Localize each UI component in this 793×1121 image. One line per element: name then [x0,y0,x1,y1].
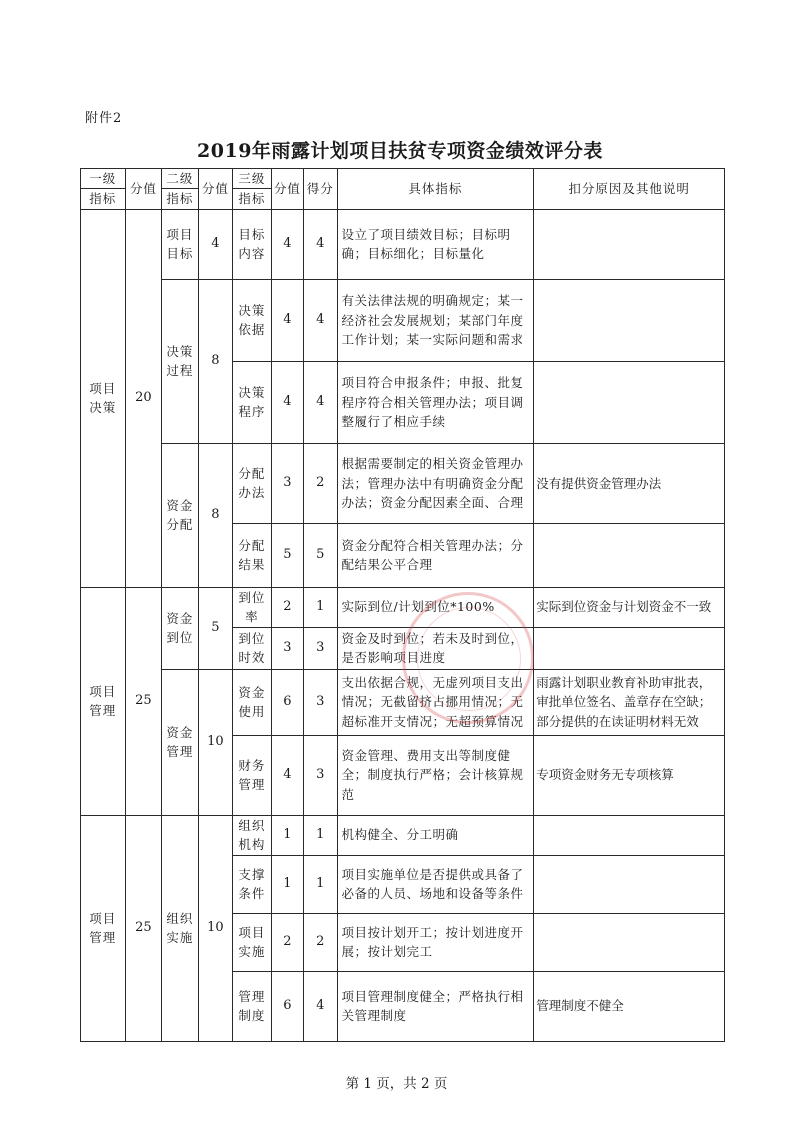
level2-label: 资金 到位 [162,587,199,669]
reason-text [534,209,725,279]
table-row [81,669,725,735]
page-footer: 第 1 页，共 2 页 [345,1076,448,1092]
reason-text [534,815,725,855]
indicator-text: 资金分配符合相关管理办法；分配结果公平合理 [337,523,534,587]
earned-score: 4 [304,279,337,361]
level3-name: 支撑 条件 [233,855,272,913]
earned-score: 4 [304,971,337,1041]
header-earned: 得分 [304,169,337,210]
level3-score: 1 [271,815,303,855]
header-row-top [81,169,725,189]
level3-name: 决策 程序 [233,361,272,443]
header-level1-top: 一级 [81,169,126,189]
earned-score: 5 [304,523,337,587]
indicator-text: 根据需要制定的相关资金管理办法；管理办法中有明确资金分配办法；资金分配因素全面、合理 [337,443,534,523]
earned-score: 3 [304,627,337,669]
indicator-text: 资金及时到位；若未及时到位，是否影响项目进度 [337,627,534,669]
reason-text: 没有提供资金管理办法 [534,443,725,523]
header-reason: 扣分原因及其他说明 [534,169,725,210]
level2-score: 4 [198,209,232,279]
level3-name: 管理 制度 [233,971,272,1041]
header-score3: 分值 [271,169,303,210]
attachment-label: 附件2 [85,111,123,126]
indicator-text: 支出依据合规，无虚列项目支出情况；无截留挤占挪用情况；无超标准开支情况；无超预算情况 [337,669,534,735]
header-level3-top: 三级 [233,169,272,189]
level3-name: 分配 结果 [233,523,272,587]
reason-text [534,279,725,361]
indicator-text: 实际到位/计划到位*100% [337,587,534,627]
table-row [81,279,725,361]
level3-name: 到位 率 [233,587,272,627]
earned-score: 3 [304,669,337,735]
level3-name: 分配 办法 [233,443,272,523]
header-score1: 分值 [125,169,162,210]
indicator-text: 设立了项目绩效目标；目标明确；目标细化；目标量化 [337,209,534,279]
earned-score: 4 [304,361,337,443]
level3-score: 4 [271,209,303,279]
indicator-text: 项目实施单位是否提供或具备了必备的人员、场地和设备等条件 [337,855,534,913]
indicator-text: 项目管理制度健全；严格执行相关管理制度 [337,971,534,1041]
level1-label: 项目 管理 [81,815,126,1041]
level3-name: 到位 时效 [233,627,272,669]
reason-text [534,855,725,913]
level3-score: 4 [271,361,303,443]
earned-score: 1 [304,855,337,913]
level3-name: 财务 管理 [233,735,272,815]
level2-score: 10 [198,815,232,1041]
level3-name: 资金 使用 [233,669,272,735]
level3-score: 6 [271,971,303,1041]
earned-score: 4 [304,209,337,279]
earned-score: 3 [304,735,337,815]
reason-text [534,627,725,669]
indicator-text: 项目符合申报条件；申报、批复程序符合相关管理办法；项目调整履行了相应手续 [337,361,534,443]
level3-name: 决策 依据 [233,279,272,361]
level2-label: 决策 过程 [162,279,199,443]
header-indicator: 具体指标 [337,169,534,210]
reason-text: 雨露计划职业教育补助审批表，审批单位签名、盖章存在空缺；部分提供的在读证明材料无效 [534,669,725,735]
level2-label: 资金 分配 [162,443,199,587]
table-row [81,587,725,627]
level3-score: 4 [271,279,303,361]
score-table [80,168,725,1042]
level1-score: 25 [125,587,162,815]
reason-text: 专项资金财务无专项核算 [534,735,725,815]
reason-text: 实际到位资金与计划资金不一致 [534,587,725,627]
indicator-text: 机构健全、分工明确 [337,815,534,855]
page-title: 2019年雨露计划项目扶贫专项资金绩效评分表 [197,140,603,162]
level1-score: 25 [125,815,162,1041]
level1-score: 20 [125,209,162,587]
level3-score: 6 [271,669,303,735]
level2-score: 10 [198,669,232,815]
table-row [81,815,725,855]
level2-label: 组织 实施 [162,815,199,1041]
level3-score: 3 [271,627,303,669]
level3-score: 1 [271,855,303,913]
table-row [81,209,725,279]
level3-name: 目标 内容 [233,209,272,279]
indicator-text: 资金管理、费用支出等制度健全；制度执行严格；会计核算规范 [337,735,534,815]
level2-score: 8 [198,443,232,587]
earned-score: 1 [304,815,337,855]
level3-name: 组织 机构 [233,815,272,855]
level3-score: 4 [271,735,303,815]
reason-text [534,913,725,971]
reason-text [534,523,725,587]
header-level2-bottom: 指标 [162,189,199,209]
header-level2-top: 二级 [162,169,199,189]
level1-label: 项目 管理 [81,587,126,815]
reason-text: 管理制度不健全 [534,971,725,1041]
header-level1-bottom: 指标 [81,189,126,209]
level1-label: 项目 决策 [81,209,126,587]
level3-name: 项目 实施 [233,913,272,971]
table-row [81,443,725,523]
earned-score: 2 [304,443,337,523]
level3-score: 2 [271,913,303,971]
level3-score: 3 [271,443,303,523]
earned-score: 2 [304,913,337,971]
indicator-text: 有关法律法规的明确规定；某一经济社会发展规划；某部门年度工作计划；某一实际问题和需求 [337,279,534,361]
level2-score: 8 [198,279,232,443]
earned-score: 1 [304,587,337,627]
level2-label: 资金 管理 [162,669,199,815]
header-score2: 分值 [198,169,232,210]
reason-text [534,361,725,443]
level3-score: 2 [271,587,303,627]
level2-score: 5 [198,587,232,669]
level2-label: 项目 目标 [162,209,199,279]
indicator-text: 项目按计划开工；按计划进度开展；按计划完工 [337,913,534,971]
level3-score: 5 [271,523,303,587]
header-level3-bottom: 指标 [233,189,272,209]
